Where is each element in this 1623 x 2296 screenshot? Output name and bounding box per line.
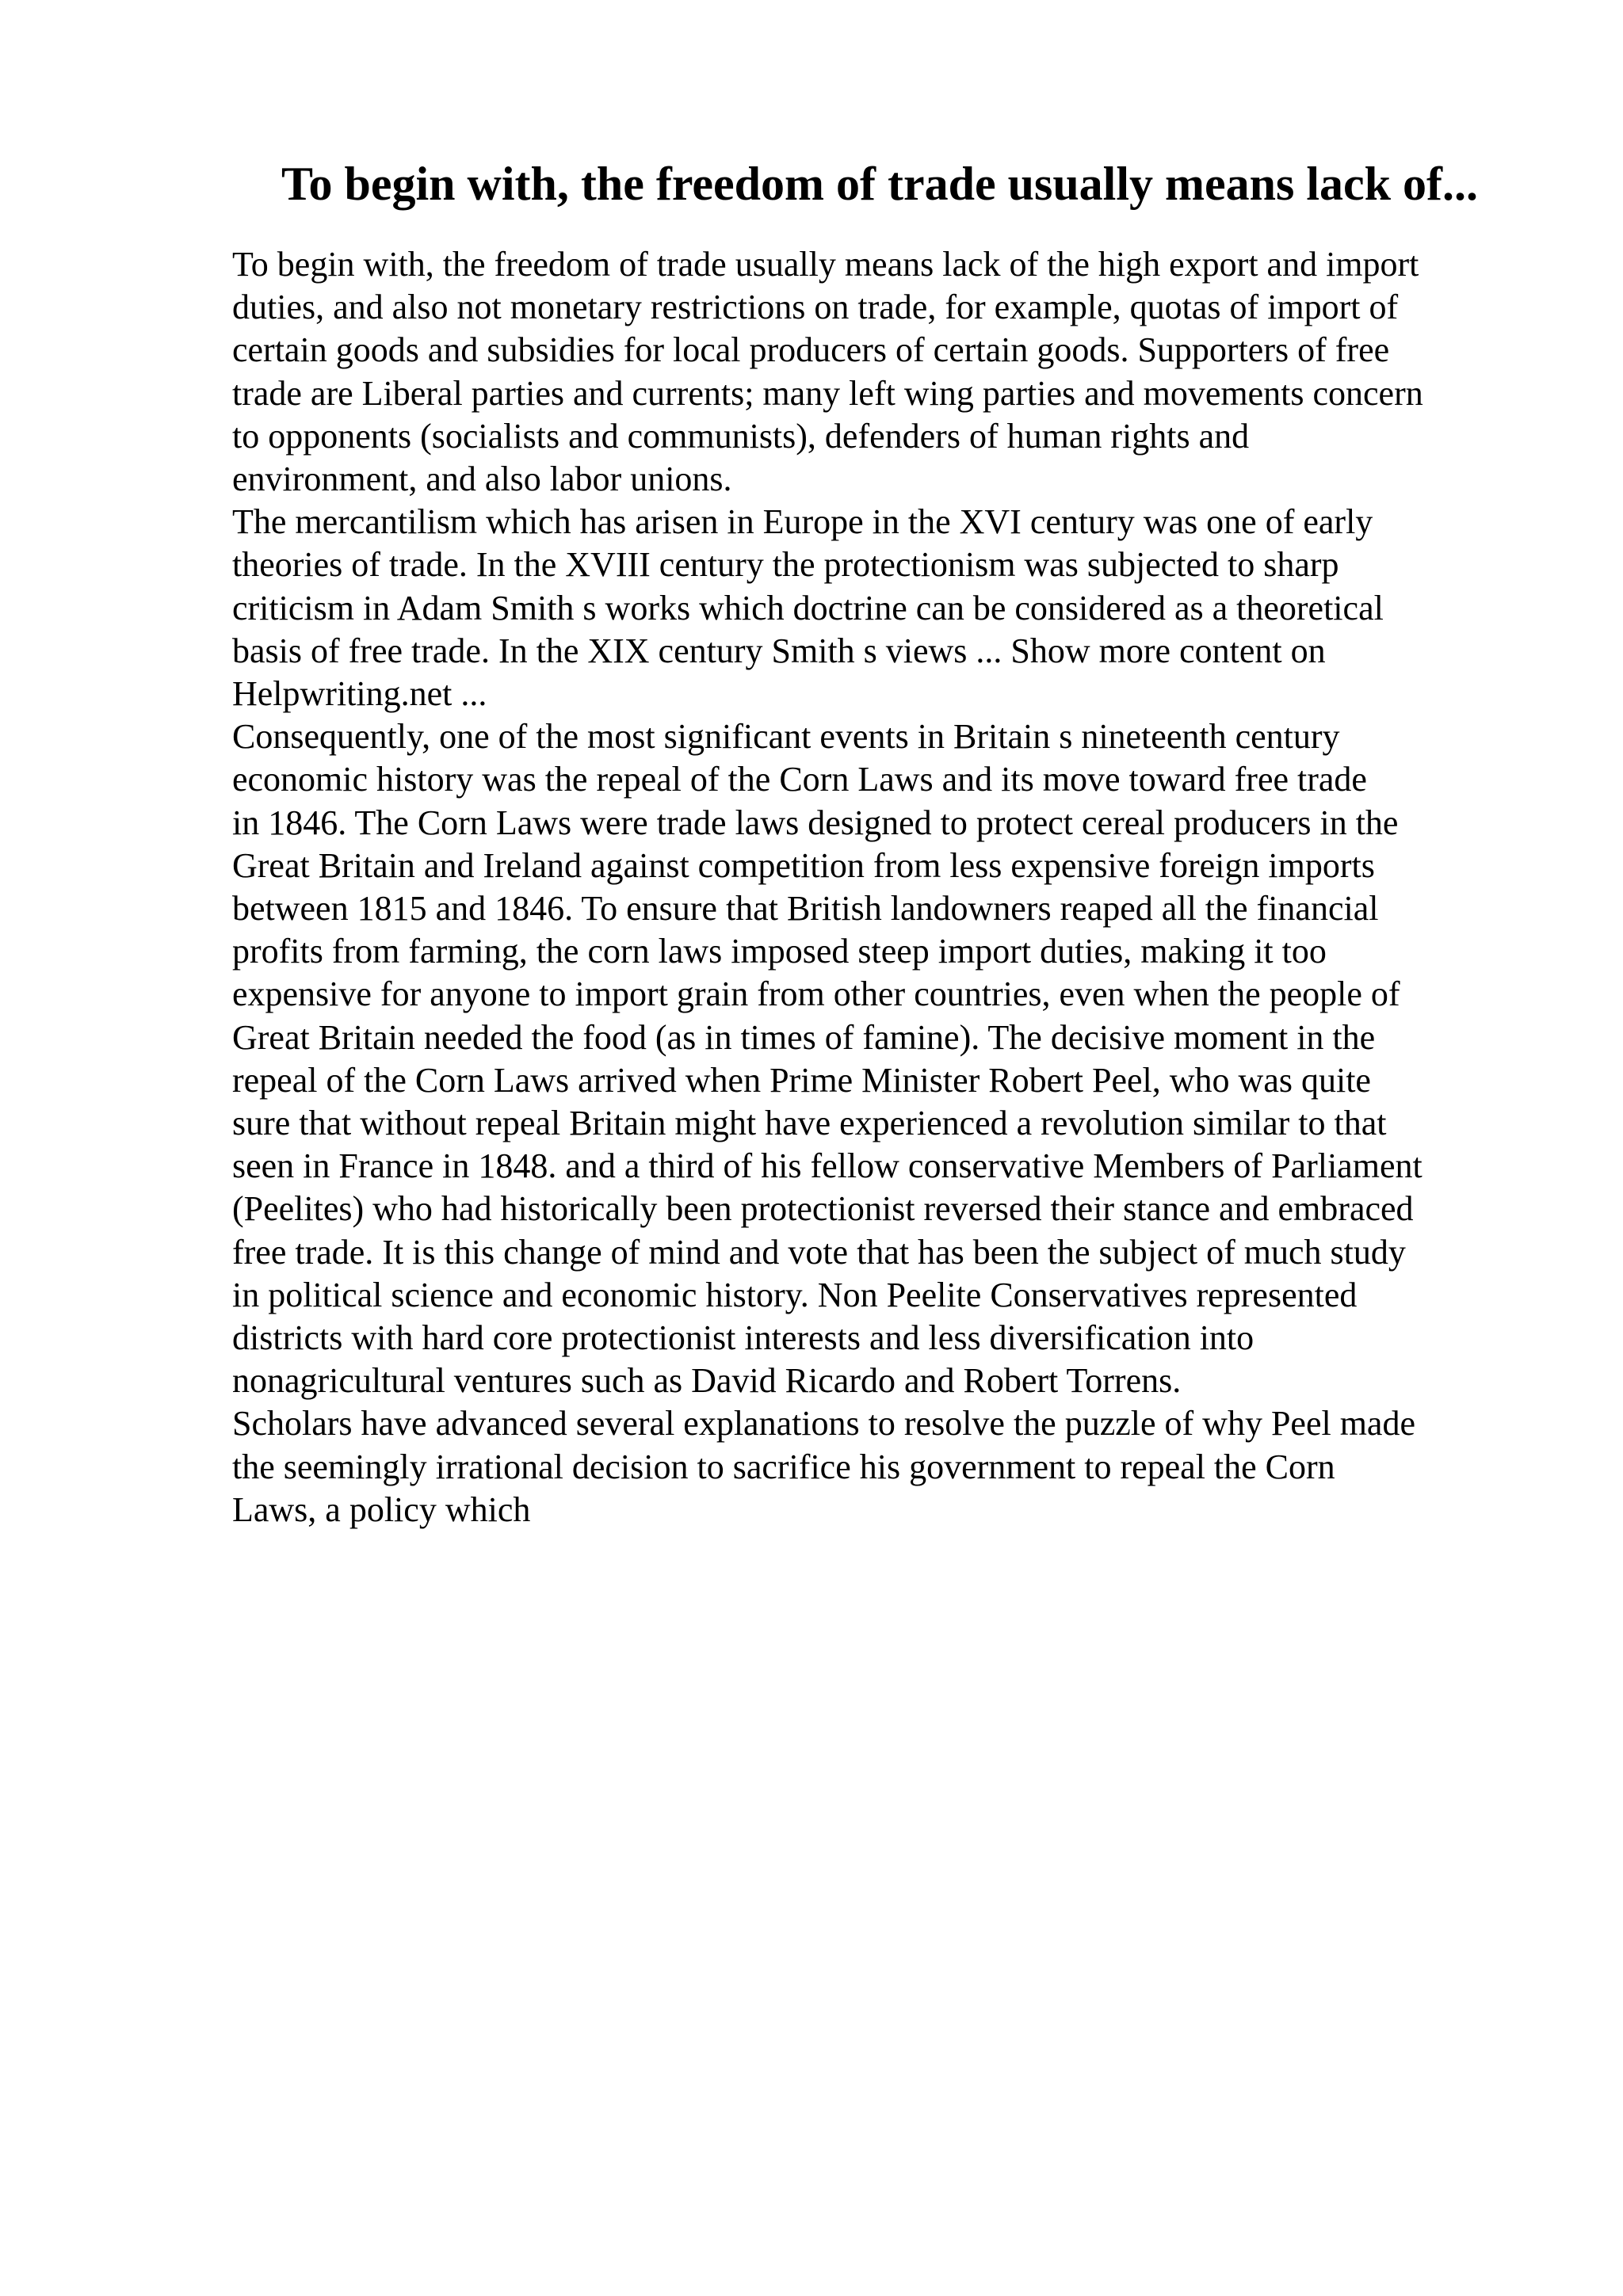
text-line: basis of free trade. In the XIX century Smith s views ... Show more content on xyxy=(232,631,1326,670)
text-line: criticism in Adam Smith s works which doctrine can be considered as a theoretical xyxy=(232,588,1384,627)
document-title: To begin with, the freedom of trade usually means lack of... xyxy=(281,158,1479,210)
text-line: seen in France in 1848. and a third of his fellow conservative Members of Parliament xyxy=(232,1146,1423,1186)
text-line: To begin with, the freedom of trade usually means lack of the high export and import xyxy=(232,245,1419,284)
text-line: theories of trade. In the XVIII century the protectionism was subjected to sharp xyxy=(232,545,1339,585)
text-line: to opponents (socialists and communists), defenders of human rights and xyxy=(232,416,1250,456)
text-line: expensive for anyone to import grain from other countries, even when the people of xyxy=(232,974,1400,1014)
text-line: (Peelites) who had historically been protectionist reversed their stance and embraced xyxy=(232,1189,1414,1229)
paragraph-corn-laws xyxy=(232,715,1548,1402)
text-line: between 1815 and 1846. To ensure that British landowners reaped all the financial xyxy=(232,889,1379,929)
text-line: the seemingly irrational decision to sacrifice his government to repeal the Corn xyxy=(232,1447,1335,1486)
text-line: certain goods and subsidies for local producers of certain goods. Supporters of free xyxy=(232,330,1390,370)
text-line: The mercantilism which has arisen in Europe in the XVI century was one of early xyxy=(232,502,1373,542)
text-line: Laws, a policy which xyxy=(232,1489,531,1529)
document-body xyxy=(232,243,1548,1531)
text-line: Consequently, one of the most significant events in Britain s nineteenth century xyxy=(232,717,1340,757)
paragraph-scholars xyxy=(232,1402,1548,1531)
text-line: repeal of the Corn Laws arrived when Prime Minister Robert Peel, who was quite xyxy=(232,1060,1371,1100)
text-line: in political science and economic history. Non Peelite Conservatives represented xyxy=(232,1275,1358,1314)
paragraph-mercantilism xyxy=(232,501,1548,715)
text-line: Great Britain needed the food (as in times of famine). The decisive moment in the xyxy=(232,1017,1376,1057)
text-line: free trade. It is this change of mind and vote that has been the subject of much study xyxy=(232,1232,1406,1272)
text-line: Scholars have advanced several explanations to resolve the puzzle of why Peel made xyxy=(232,1404,1415,1444)
text-line: districts with hard core protectionist interests and less diversification into xyxy=(232,1318,1254,1358)
text-line: in 1846. The Corn Laws were trade laws designed to protect cereal producers in the xyxy=(232,803,1399,842)
text-line: Helpwriting.net ... xyxy=(232,674,487,714)
text-line: profits from farming, the corn laws imposed steep import duties, making it too xyxy=(232,932,1327,971)
text-line: environment, and also labor unions. xyxy=(232,460,732,499)
text-line: trade are Liberal parties and currents; many left wing parties and movements concern xyxy=(232,373,1423,413)
text-line: Great Britain and Ireland against competition from less expensive foreign imports xyxy=(232,845,1375,885)
text-line: economic history was the repeal of the Corn Laws and its move toward free trade xyxy=(232,760,1367,799)
text-line: nonagricultural ventures such as David Ricardo and Robert Torrens. xyxy=(232,1361,1182,1401)
text-line: duties, and also not monetary restrictions on trade, for example, quotas of import of xyxy=(232,288,1399,327)
paragraph-free-trade-definition xyxy=(232,243,1548,501)
text-line: sure that without repeal Britain might have experienced a revolution similar to that xyxy=(232,1104,1387,1143)
